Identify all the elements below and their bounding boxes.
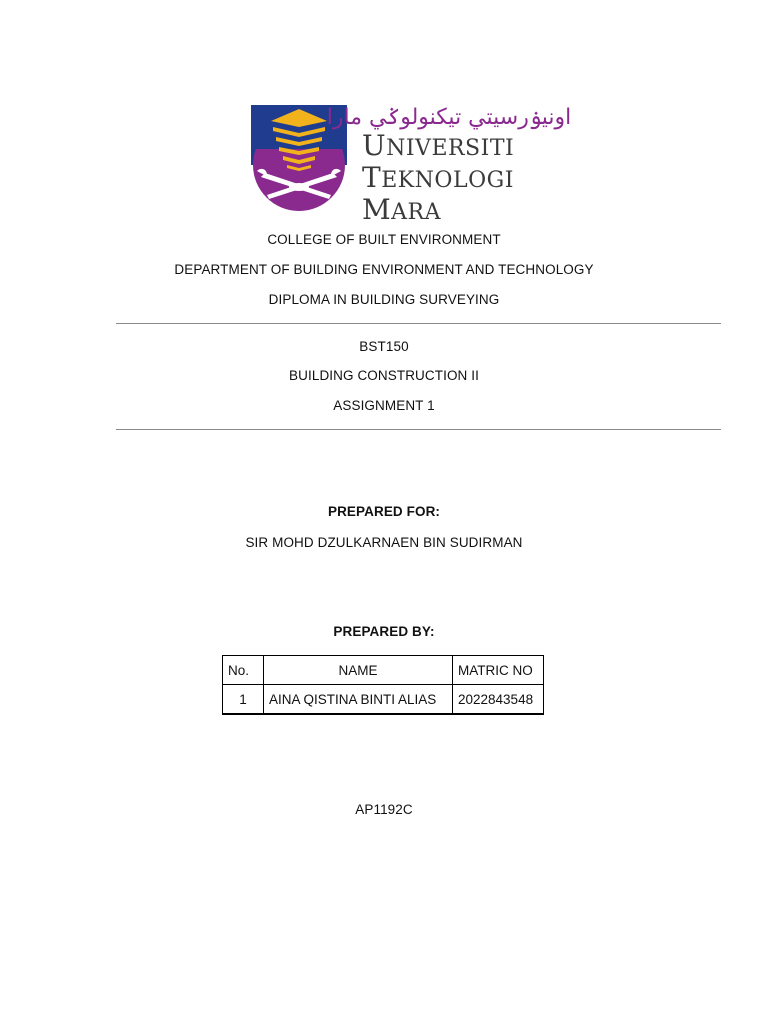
wordmark-line-2: TEKNOLOGI: [362, 161, 514, 194]
row-matric-no: 2022843548: [453, 685, 544, 715]
wordmark-line-1: UNIVERSITI: [362, 129, 515, 162]
uitm-logo: [251, 100, 572, 226]
jawi-wordmark: [326, 100, 572, 132]
divider-bottom: [116, 429, 721, 430]
row-name: AINA QISTINA BINTI ALIAS: [264, 685, 453, 715]
uitm-wordmark: [362, 129, 515, 228]
assignment-title: ASSIGNMENT 1: [333, 398, 435, 413]
group-code: AP1192C: [355, 802, 413, 817]
course-code: BST150: [359, 339, 409, 354]
header-matric-no: MATRIC NO: [453, 656, 544, 685]
wordmark-line-3: MARA: [362, 193, 442, 226]
lecturer-name: SIR MOHD DZULKARNAEN BIN SUDIRMAN: [245, 535, 523, 550]
program-name: DIPLOMA IN BUILDING SURVEYING: [268, 292, 500, 307]
svg-text:اونيۏرسيتي تيكنولوݢي مارا: اونيۏرسيتي تيكنولوݢي مارا: [326, 105, 572, 130]
department-name: DEPARTMENT OF BUILDING ENVIRONMENT AND TECHNOLOGY: [174, 262, 594, 277]
course-name: BUILDING CONSTRUCTION II: [289, 368, 479, 383]
prepared-by-label: PREPARED BY:: [333, 624, 435, 639]
prepared-for-label: PREPARED FOR:: [327, 504, 441, 519]
table-row: [223, 685, 544, 715]
college-name: COLLEGE OF BUILT ENVIRONMENT: [267, 232, 501, 247]
table-header-row: [223, 656, 544, 685]
header-name: NAME: [264, 656, 453, 685]
row-no: 1: [223, 685, 264, 715]
header-no: No.: [223, 656, 264, 685]
divider-top: [116, 323, 721, 324]
student-table: [222, 655, 544, 715]
